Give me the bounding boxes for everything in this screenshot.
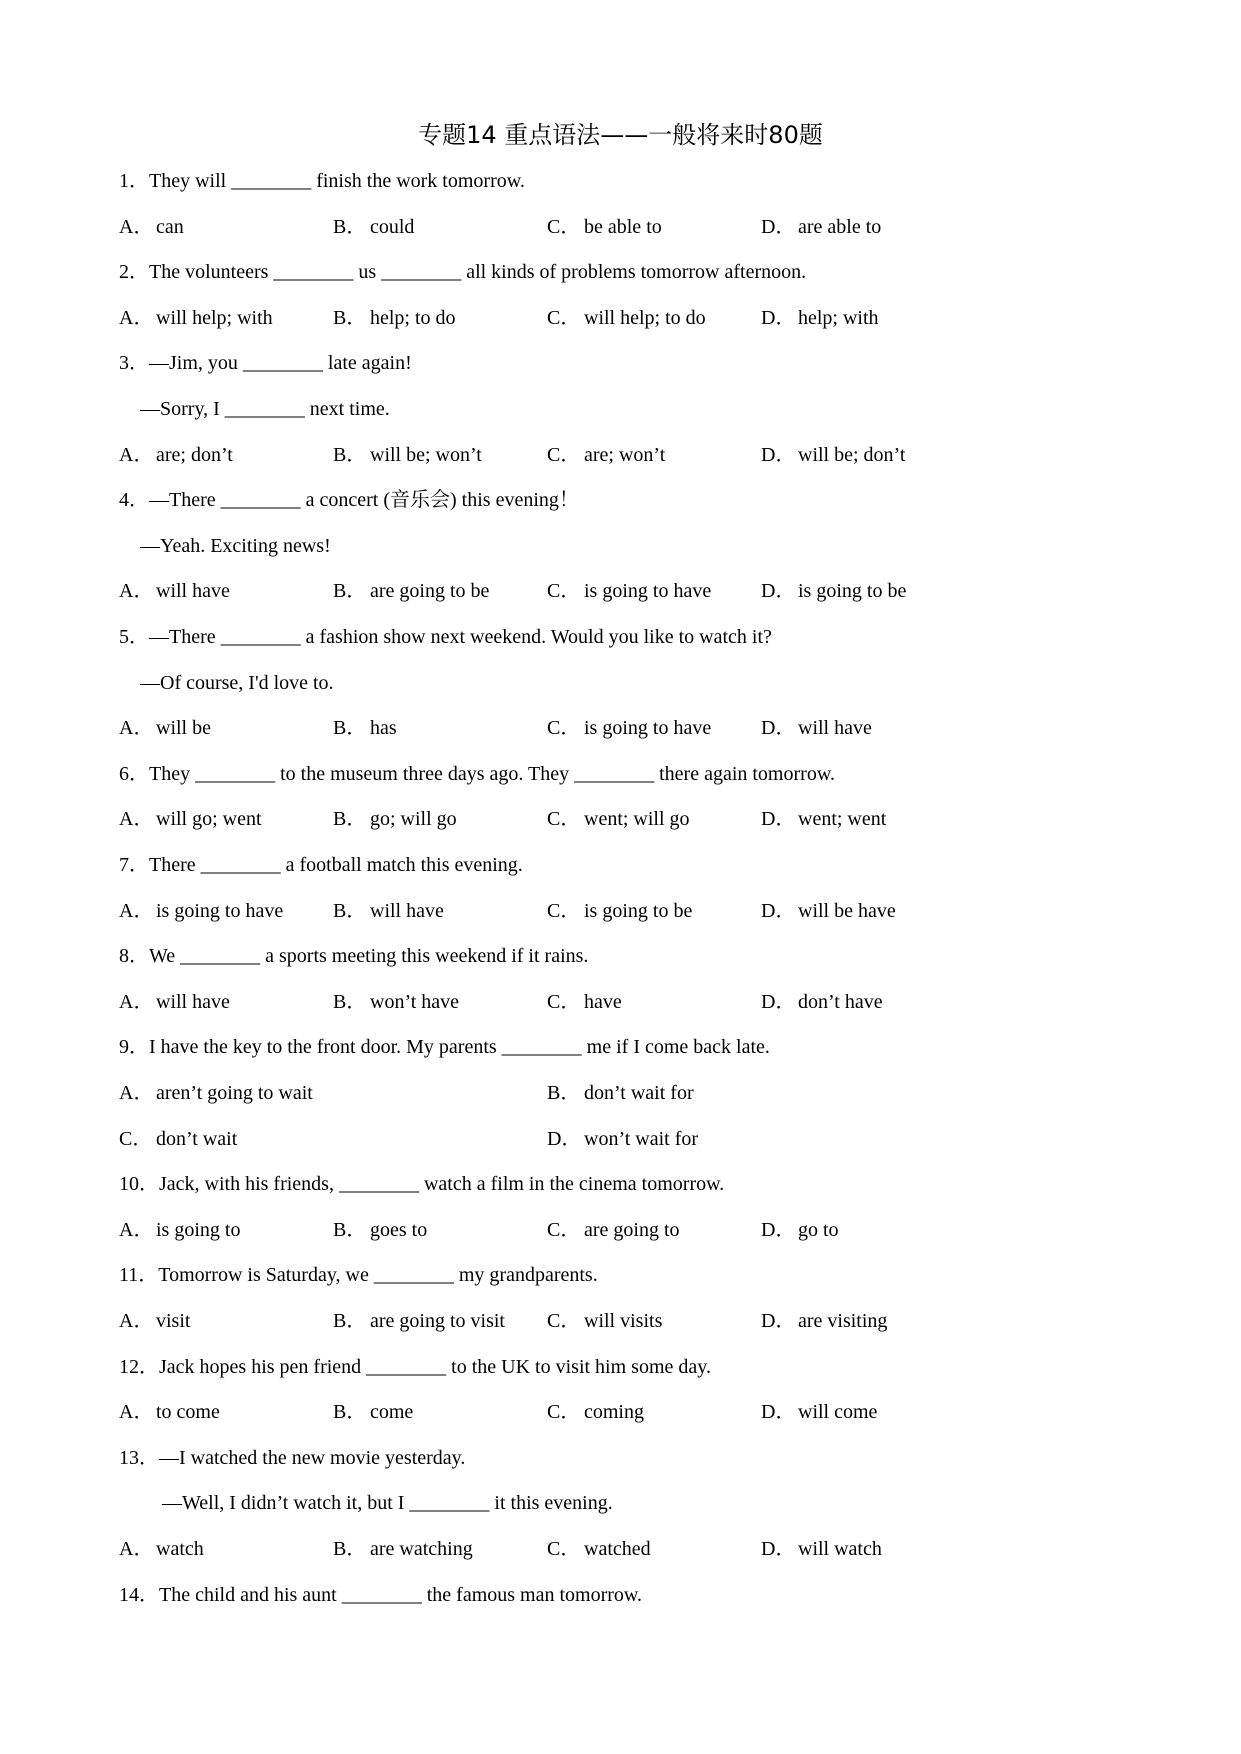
option-text: are visiting (798, 1310, 888, 1332)
option-text: will have (156, 580, 230, 603)
question-reply: —Yeah. Exciting news! (140, 534, 331, 557)
option-a[interactable] (119, 1537, 204, 1561)
question-stem: 14．The child and his aunt ________ the famous man tomorrow. (119, 1583, 643, 1606)
option-a[interactable] (119, 990, 230, 1014)
option-letter: B． (333, 899, 367, 922)
question-reply: —Sorry, I ________ next time. (140, 398, 390, 420)
option-d[interactable] (761, 1218, 839, 1242)
option-d[interactable] (761, 306, 879, 330)
option-b[interactable] (333, 807, 457, 831)
option-letter: C． (547, 899, 581, 922)
option-letter: D． (761, 717, 796, 740)
option-text: visit (156, 1310, 191, 1332)
question-stem: 10．Jack, with his friends, ________ watch a film in the cinema tomorrow. (119, 1173, 725, 1196)
option-text: can (156, 215, 184, 238)
option-d[interactable] (547, 1127, 698, 1151)
option-letter: B． (333, 717, 367, 740)
option-text: is going to be (584, 899, 693, 922)
option-c[interactable] (119, 1127, 237, 1151)
option-letter: D． (761, 1401, 796, 1424)
question-stem: 11．Tomorrow is Saturday, we ________ my grandparents. (119, 1264, 598, 1287)
option-a[interactable] (119, 716, 211, 740)
option-a[interactable] (119, 215, 184, 239)
question-stem: 8．We ________ a sports meeting this weekend if it rains. (119, 945, 589, 968)
option-letter: B． (333, 1538, 367, 1560)
option-d[interactable] (761, 1400, 877, 1424)
option-letter: C． (547, 1310, 581, 1332)
option-text: watched (584, 1538, 651, 1560)
option-text: went; will go (584, 808, 690, 831)
option-text: will come (798, 1401, 878, 1424)
option-letter: B． (333, 990, 367, 1013)
option-text: is going to (156, 1218, 241, 1241)
option-letter: A． (119, 443, 154, 466)
option-text: don’t wait (156, 1127, 238, 1150)
option-c[interactable] (547, 716, 711, 740)
option-b[interactable] (333, 1218, 427, 1242)
option-letter: A． (119, 808, 154, 831)
option-text: goes to (370, 1218, 428, 1241)
option-letter: C． (547, 990, 581, 1013)
option-letter: A． (119, 990, 154, 1013)
option-c[interactable] (547, 443, 665, 467)
option-a[interactable] (119, 443, 233, 467)
option-text: are going to (584, 1218, 680, 1241)
option-letter: D． (761, 306, 796, 329)
option-text: are watching (370, 1538, 473, 1560)
option-d[interactable] (761, 443, 905, 467)
option-text: has (370, 717, 397, 740)
option-text: will be have (798, 899, 896, 922)
option-letter: A． (119, 1082, 154, 1104)
question-stem: 7．There ________ a football match this evening. (119, 854, 523, 876)
option-letter: D． (761, 990, 796, 1013)
option-letter: C． (547, 717, 581, 740)
question-stem: 5．—There ________ a fashion show next weekend. Would you like to watch it? (119, 626, 772, 648)
option-text: coming (584, 1401, 644, 1424)
option-text: be able to (584, 215, 662, 238)
option-text: are able to (798, 215, 882, 238)
option-letter: C． (547, 808, 581, 831)
option-d[interactable] (761, 1309, 887, 1333)
option-letter: B． (333, 215, 367, 238)
option-text: is going to have (584, 717, 712, 740)
option-text: is going to have (584, 580, 712, 603)
option-c[interactable] (547, 1218, 680, 1242)
option-b[interactable] (333, 899, 444, 923)
option-text: come (370, 1401, 414, 1424)
option-letter: B． (333, 1401, 367, 1424)
option-letter: D． (547, 1127, 582, 1150)
option-letter: A． (119, 1218, 154, 1241)
option-c[interactable] (547, 1537, 651, 1561)
option-c[interactable] (547, 899, 692, 923)
option-text: have (584, 990, 622, 1013)
option-letter: B． (333, 808, 367, 831)
option-text: are going to visit (370, 1310, 505, 1332)
option-text: will have (798, 717, 872, 740)
option-letter: A． (119, 899, 154, 922)
option-text: don’t have (798, 990, 883, 1013)
option-text: will have (156, 990, 230, 1013)
option-text: is going to have (156, 899, 284, 922)
question-stem: 6．They ________ to the museum three days ago. They ________ there again tomorrow. (119, 762, 835, 785)
option-text: are going to be (370, 580, 490, 603)
option-b[interactable] (333, 990, 459, 1014)
option-letter: D． (761, 1538, 796, 1560)
option-letter: D． (761, 899, 796, 922)
option-text: went; went (798, 808, 887, 831)
option-letter: D． (761, 443, 796, 466)
option-text: go to (798, 1218, 839, 1241)
option-c[interactable] (547, 215, 662, 239)
question-reply: —Of course, I'd love to. (140, 671, 334, 694)
option-text: could (370, 215, 415, 238)
option-b[interactable] (333, 1309, 505, 1333)
option-letter: A． (119, 1401, 154, 1424)
option-text: are; don’t (156, 443, 233, 466)
question-stem: 13．—I watched the new movie yesterday. (119, 1446, 466, 1469)
option-letter: D． (761, 1310, 796, 1332)
option-letter: B． (333, 306, 367, 329)
question-stem: 2．The volunteers ________ us ________ all kinds of problems tomorrow afternoon. (119, 261, 807, 284)
option-d[interactable] (761, 1537, 882, 1561)
option-text: are; won’t (584, 443, 666, 466)
option-a[interactable] (119, 1309, 190, 1333)
question-stem: 4．—There ________ a concert (音乐会) this evening！ (119, 489, 579, 512)
option-c[interactable] (547, 579, 711, 603)
option-letter: A． (119, 215, 154, 238)
option-b[interactable] (333, 443, 482, 467)
question-stem: 3．—Jim, you ________ late again! (119, 352, 412, 375)
option-text: is going to be (798, 580, 907, 603)
option-b[interactable] (547, 1081, 694, 1105)
option-text: won’t wait for (584, 1127, 699, 1150)
option-text: will be; won’t (370, 443, 482, 466)
option-b[interactable] (333, 1537, 473, 1561)
option-c[interactable] (547, 1400, 644, 1424)
option-letter: B． (333, 580, 367, 603)
option-letter: D． (761, 215, 796, 238)
option-letter: C． (547, 1538, 581, 1560)
option-letter: C． (547, 580, 581, 603)
option-letter: C． (547, 443, 581, 466)
option-text: help; to do (370, 306, 456, 329)
option-letter: A． (119, 580, 154, 603)
page-title: 专题14 重点语法——一般将来时80题 (418, 121, 823, 149)
option-letter: C． (547, 215, 581, 238)
option-text: will help; to do (584, 306, 706, 329)
option-text: watch (156, 1538, 204, 1560)
option-c[interactable] (547, 306, 706, 330)
option-text: go; will go (370, 808, 457, 831)
option-c[interactable] (547, 807, 690, 831)
option-d[interactable] (761, 716, 872, 740)
option-letter: B． (333, 443, 367, 466)
option-b[interactable] (333, 716, 397, 740)
question-reply: —Well, I didn’t watch it, but I ________ it this evening. (162, 1492, 613, 1515)
question-stem: 1．They will ________ finish the work tomorrow. (119, 170, 525, 192)
option-a[interactable] (119, 899, 283, 923)
option-letter: A． (119, 1538, 154, 1560)
option-letter: A． (119, 717, 154, 740)
option-text: aren’t going to wait (156, 1082, 313, 1104)
option-d[interactable] (761, 990, 883, 1014)
option-letter: C． (547, 306, 581, 329)
option-a[interactable] (119, 306, 273, 330)
option-text: will have (370, 899, 444, 922)
option-letter: B． (333, 1310, 367, 1332)
question-stem: 12．Jack hopes his pen friend ________ to the UK to visit him some day. (119, 1355, 711, 1378)
option-c[interactable] (547, 1309, 662, 1333)
question-stem: 9．I have the key to the front door. My parents ________ me if I come back late. (119, 1036, 770, 1059)
option-a[interactable] (119, 1081, 313, 1105)
option-text: help; with (798, 306, 879, 329)
option-letter: B． (333, 1218, 367, 1241)
option-letter: B． (547, 1082, 581, 1104)
option-letter: A． (119, 306, 154, 329)
option-b[interactable] (333, 1400, 413, 1424)
option-text: will go; went (156, 808, 262, 831)
option-text: will visits (584, 1310, 663, 1332)
option-text: will be; don’t (798, 443, 906, 466)
option-b[interactable] (333, 306, 456, 330)
option-letter: C． (119, 1127, 153, 1150)
option-letter: D． (761, 580, 796, 603)
option-a[interactable] (119, 579, 230, 603)
option-letter: A． (119, 1310, 154, 1332)
option-text: will help; with (156, 306, 273, 329)
option-text: will be (156, 717, 211, 740)
option-text: will watch (798, 1538, 882, 1560)
option-b[interactable] (333, 579, 489, 603)
option-d[interactable] (761, 899, 896, 923)
option-a[interactable] (119, 1218, 240, 1242)
option-a[interactable] (119, 1400, 220, 1424)
option-letter: D． (761, 808, 796, 831)
option-d[interactable] (761, 807, 886, 831)
option-text: won’t have (370, 990, 460, 1013)
option-b[interactable] (333, 215, 414, 239)
option-d[interactable] (761, 215, 881, 239)
option-text: to come (156, 1401, 220, 1424)
option-text: don’t wait for (584, 1082, 694, 1104)
option-letter: D． (761, 1218, 796, 1241)
option-c[interactable] (547, 990, 622, 1014)
option-d[interactable] (761, 579, 906, 603)
option-a[interactable] (119, 807, 262, 831)
option-letter: C． (547, 1218, 581, 1241)
option-letter: C． (547, 1401, 581, 1424)
